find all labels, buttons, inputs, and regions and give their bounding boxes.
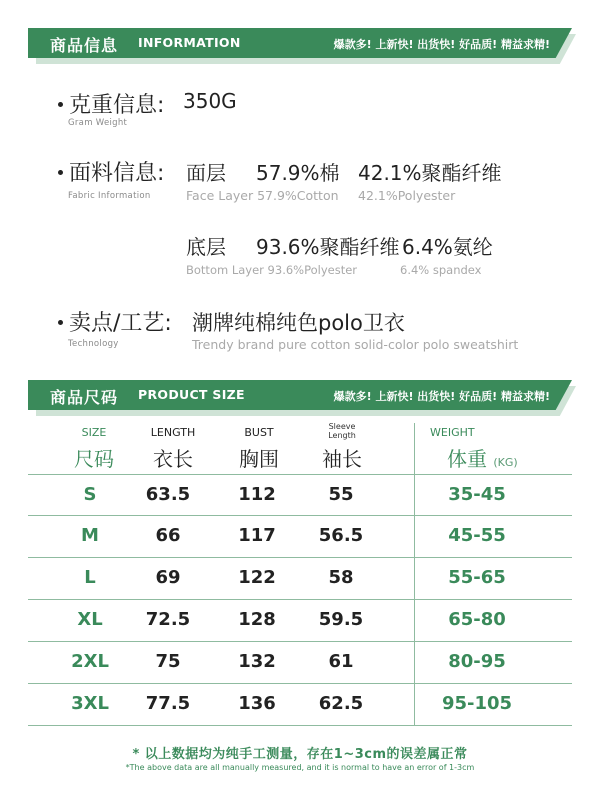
cell-size: 2XL [71, 651, 109, 672]
row-divider [28, 557, 572, 558]
cell-length: 75 [155, 651, 181, 672]
header-weight-en: WEIGHT [430, 426, 475, 439]
cell-weight: 95-105 [441, 693, 513, 714]
row-divider [28, 641, 572, 642]
cell-size: M [81, 525, 99, 546]
cell-size: XL [77, 609, 103, 630]
cell-sleeve: 61 [328, 651, 354, 672]
measurement-note-en: *The above data are all manually measured, and it is normal to have an error of 1-3cm [125, 763, 475, 772]
bottom-layer-en1: Bottom Layer 93.6%Polyester [186, 263, 358, 277]
row-divider [28, 474, 572, 475]
cell-weight: 45-55 [448, 525, 506, 546]
tech-en: Trendy brand pure cotton solid-color polo sweatshirt [192, 337, 519, 352]
bottom-layer-spandex: 6.4%氨纶 [402, 235, 493, 259]
cell-weight: 65-80 [448, 609, 506, 630]
header-sleeve-en: Sleeve Length [328, 422, 356, 440]
row-divider [28, 599, 572, 600]
fabric-label: 面料信息: [58, 156, 164, 187]
size-banner-slogan: 爆款多! 上新快! 出货快! 好品质! 精益求精! [333, 390, 550, 403]
bottom-layer-polyester: 93.6%聚酯纤维 [256, 235, 400, 259]
gram-value: 350G [183, 89, 237, 113]
header-bust-cn: 胸围 [239, 447, 279, 471]
bullet-dot [58, 102, 63, 107]
cell-bust: 122 [238, 567, 276, 588]
cell-bust: 132 [238, 651, 276, 672]
header-sleeve-cn: 袖长 [322, 447, 362, 471]
measurement-note-cn: * 以上数据均为纯手工测量，存在1~3cm的误差属正常 [132, 747, 468, 762]
cell-sleeve: 56.5 [318, 525, 364, 546]
cell-sleeve: 58 [328, 567, 354, 588]
row-divider [28, 515, 572, 516]
size-banner [28, 380, 572, 414]
face-layer-cotton: 57.9%棉 [256, 161, 340, 185]
header-size-en: SIZE [81, 426, 107, 439]
tech-sub: Technology [68, 339, 119, 349]
header-length-en: LENGTH [150, 426, 196, 439]
face-layer-en2: 42.1%Polyester [358, 188, 456, 203]
size-banner-title-en: PRODUCT SIZE [138, 387, 245, 402]
tech-value: 潮牌纯棉纯色polo卫衣 [192, 311, 405, 335]
bullet-dot [58, 320, 63, 325]
cell-bust: 128 [238, 609, 276, 630]
info-banner-slogan: 爆款多! 上新快! 出货快! 好品质! 精益求精! [333, 38, 550, 51]
cell-size: 3XL [71, 693, 109, 714]
cell-length: 63.5 [145, 484, 191, 505]
header-size-cn: 尺码 [74, 447, 114, 471]
face-layer-polyester: 42.1%聚酯纤维 [358, 161, 502, 185]
info-banner-title-en: INFORMATION [138, 35, 241, 50]
bullet-dot [58, 170, 63, 175]
size-banner-title-cn: 商品尺码 [50, 388, 119, 407]
cell-weight: 35-45 [448, 484, 506, 505]
tech-label: 卖点/工艺: [58, 306, 172, 337]
row-divider [28, 725, 572, 726]
header-weight-unit: (KG) [493, 456, 518, 469]
cell-sleeve: 59.5 [318, 609, 364, 630]
bottom-layer-name: 底层 [186, 235, 226, 259]
gram-label: 克重信息: [58, 88, 164, 119]
info-banner [28, 28, 572, 62]
row-divider [28, 683, 572, 684]
info-banner-title-cn: 商品信息 [50, 36, 119, 55]
cell-length: 72.5 [145, 609, 191, 630]
gram-sub: Gram Weight [68, 118, 128, 128]
cell-bust: 112 [238, 484, 276, 505]
cell-size: S [83, 484, 97, 505]
column-divider [414, 423, 415, 726]
cell-length: 66 [155, 525, 181, 546]
cell-bust: 117 [238, 525, 276, 546]
cell-length: 69 [155, 567, 181, 588]
header-weight-cn: 体重 (KG) [447, 447, 518, 471]
cell-bust: 136 [238, 693, 276, 714]
cell-size: L [84, 567, 96, 588]
header-bust-en: BUST [244, 426, 274, 439]
header-length-cn: 衣长 [153, 447, 193, 471]
cell-length: 77.5 [145, 693, 191, 714]
bottom-layer-en2: 6.4% spandex [400, 263, 482, 277]
face-layer-en1: Face Layer 57.9%Cotton [186, 188, 339, 203]
cell-weight: 55-65 [448, 567, 506, 588]
fabric-sub: Fabric Information [68, 191, 151, 201]
cell-weight: 80-95 [448, 651, 506, 672]
cell-sleeve: 55 [328, 484, 354, 505]
cell-sleeve: 62.5 [318, 693, 364, 714]
face-layer-name: 面层 [186, 161, 226, 185]
